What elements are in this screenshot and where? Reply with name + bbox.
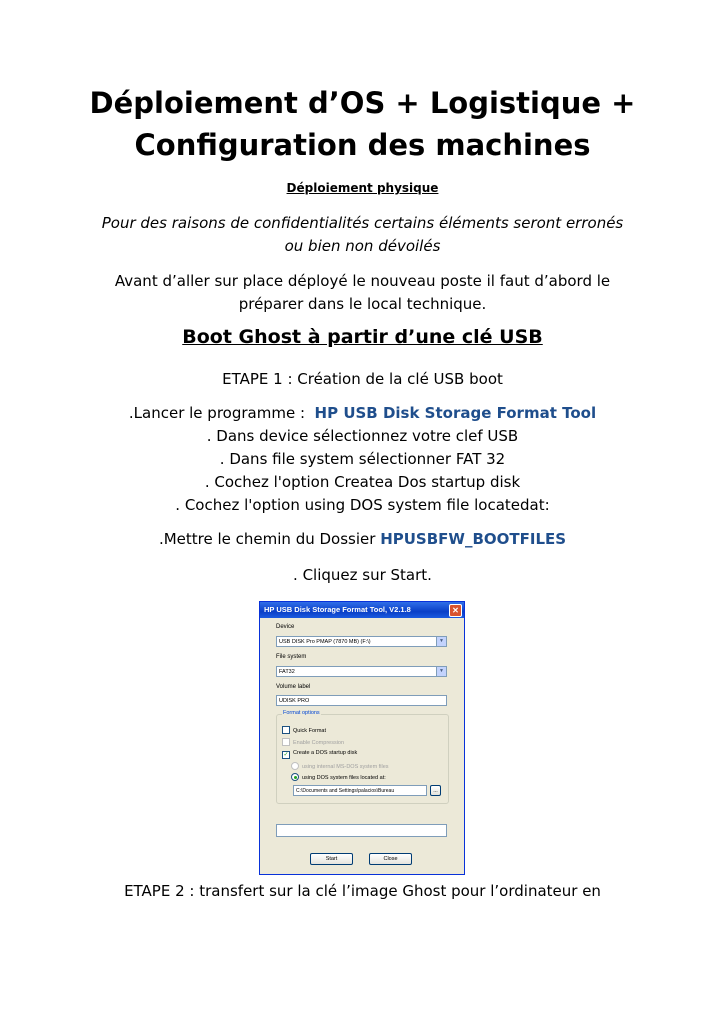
- device-select[interactable]: [276, 636, 447, 647]
- progress-bar: [276, 824, 447, 837]
- format-tool-dialog: [259, 601, 465, 875]
- browse-button[interactable]: ...: [430, 785, 441, 796]
- dos-located-radio[interactable]: [291, 773, 299, 781]
- step1-instructions: [40, 402, 685, 517]
- launch-prefix: .Lancer le programme :: [128, 404, 305, 422]
- program-name: HP USB Disk Storage Format Tool: [314, 404, 597, 422]
- close-icon[interactable]: ✕: [449, 604, 462, 617]
- launch-line: [40, 402, 685, 425]
- volume-label-label: Volume label: [276, 684, 311, 690]
- intro-line-1: Avant d’aller sur place déployé le nouveau poste il faut d’abord le: [114, 272, 611, 290]
- confidentiality-notice: [40, 212, 685, 258]
- instruction-filesystem: . Dans file system sélectionner FAT 32: [219, 450, 506, 468]
- dos-path-input[interactable]: C:\Documents and Settings\palacios\Bureau: [293, 785, 427, 796]
- dos-located-option[interactable]: [291, 773, 386, 781]
- format-options-group: [276, 710, 449, 804]
- filesystem-value: FAT32: [279, 669, 295, 675]
- internal-msdos-option: [291, 762, 389, 770]
- device-value: USB DISK Pro PMAP (7870 MB) (F:\): [279, 639, 371, 645]
- create-dos-option[interactable]: [282, 750, 357, 759]
- start-button[interactable]: Start: [310, 853, 353, 865]
- path-instruction: [40, 528, 685, 551]
- quick-format-label: Quick Format: [293, 728, 327, 734]
- title-line-1: Déploiement d’OS + Logistique +: [89, 86, 636, 120]
- instruction-createa: . Cochez l'option Createa Dos startup disk: [204, 473, 521, 491]
- notice-line-1: Pour des raisons de confidentialités certains éléments seront erronés: [101, 214, 624, 232]
- quick-format-checkbox[interactable]: [282, 726, 290, 734]
- dialog-title: HP USB Disk Storage Format Tool, V2.1.8: [264, 605, 411, 614]
- create-dos-label: Create a DOS startup disk: [293, 750, 358, 756]
- subheading: Déploiement physique: [286, 181, 439, 195]
- page-title: [40, 82, 685, 166]
- intro-paragraph: [40, 270, 685, 316]
- path-prefix: .Mettre le chemin du Dossier: [158, 530, 376, 548]
- start-instruction: . Cliquez sur Start.: [293, 566, 432, 584]
- enable-compression-label: Enable Compression: [293, 740, 345, 746]
- filesystem-select[interactable]: [276, 666, 447, 677]
- enable-compression-option: [282, 738, 344, 746]
- device-label: Device: [276, 624, 295, 630]
- notice-line-2: ou bien non dévoilés: [284, 237, 441, 255]
- volume-label-input[interactable]: UDISK PRO: [276, 695, 447, 706]
- step2-title: ETAPE 2 : transfert sur la clé l’image Ghost pour l’ordinateur en: [124, 882, 601, 900]
- section-heading: Boot Ghost à partir d’une clé USB: [182, 326, 543, 348]
- dos-located-label: using DOS system files located at:: [302, 775, 386, 781]
- create-dos-checkbox[interactable]: ✓: [283, 752, 289, 758]
- internal-msdos-label: using internal MS-DOS system files: [302, 764, 389, 770]
- format-options-label: Format options: [283, 710, 320, 716]
- intro-line-2: préparer dans le local technique.: [238, 295, 487, 313]
- close-button[interactable]: Close: [369, 853, 412, 865]
- quick-format-option[interactable]: [282, 726, 326, 734]
- enable-compression-checkbox: [282, 738, 290, 746]
- instruction-device: . Dans device sélectionnez votre clef USB: [206, 427, 519, 445]
- folder-name: HPUSBFW_BOOTFILES: [380, 530, 567, 548]
- chevron-down-icon[interactable]: ▼: [436, 637, 446, 646]
- title-line-2: Configuration des machines: [134, 128, 591, 162]
- instruction-using-dos: . Cochez l'option using DOS system file locatedat:: [175, 496, 550, 514]
- internal-msdos-radio: [291, 762, 299, 770]
- dialog-titlebar: [260, 602, 464, 618]
- chevron-down-icon[interactable]: ▼: [436, 667, 446, 676]
- step1-title: ETAPE 1 : Création de la clé USB boot: [222, 370, 503, 388]
- filesystem-label: File system: [276, 654, 307, 660]
